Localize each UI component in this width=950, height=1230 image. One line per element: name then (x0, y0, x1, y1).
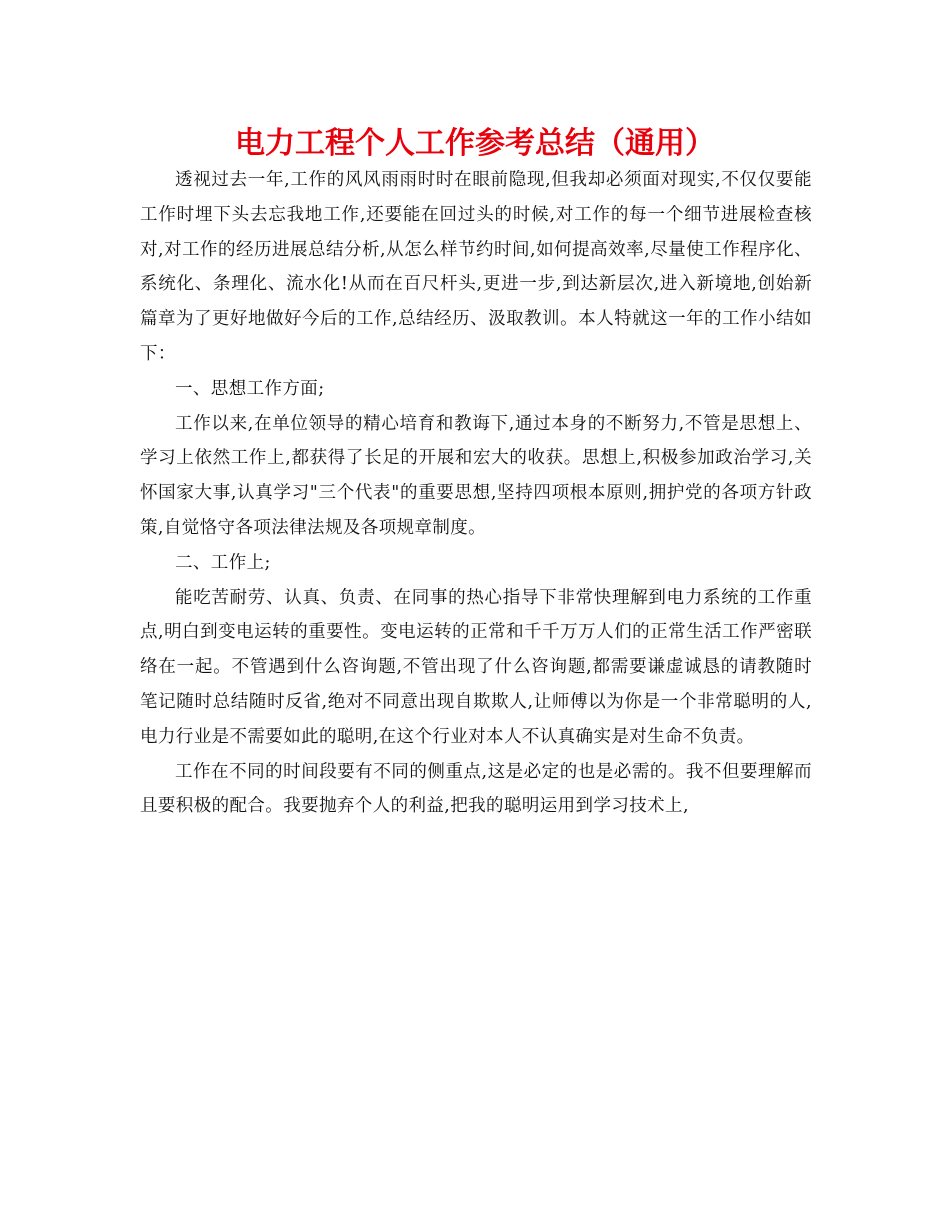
paragraph-intro: 透视过去一年,工作的风风雨雨时时在眼前隐现,但我却必须面对现实,不仅仅要能工作时埋下头去忘我地工作,还要能在回过头的时候,对工作的每一个细节进展检查核对,对工作的经历进展总结分析,从怎么样节约时间,如何提高效率,尽量使工作程序化、系统化、条理化、流水化!从而在百尺杆头,更进一步,到达新层次,进入新境地,创始新篇章为了更好地做好今后的工作,总结经历、汲取教训。本人特就这一年的工作小结如下： (140, 170, 812, 364)
document-title: 电力工程个人工作参考总结（通用） (235, 126, 715, 161)
section-heading-work: 二、工作上; (175, 552, 271, 573)
section-heading-thought: 一、思想工作方面; (175, 378, 325, 399)
paragraph-focus: 工作在不同的时间段要有不同的侧重点,这是必定的也是必需的。我不但要理解而且要积极的配合。我要抛弃个人的利益,把我的聪明运用到学习技术上, (140, 761, 812, 817)
document-body (140, 163, 812, 824)
paragraph-work: 能吃苦耐劳、认真、负责、在同事的热心指导下非常快理解到电力系统的工作重点,明白到变电运转的重要性。变电运转的正常和千千万万人们的正常生活工作严密联络在一起。不管遇到什么咨询题,不管出现了什么咨询题,都需要谦虚诚恳的请教随时笔记随时总结随时反省,绝对不同意出现自欺欺人,让师傅以为你是一个非常聪明的人,电力行业是不需要如此的聪明,在这个行业对本人不认真确实是对生命不负责。 (140, 587, 812, 747)
paragraph-thought: 工作以来,在单位领导的精心培育和教诲下,通过本身的不断努力,不管是思想上、学习上依然工作上,都获得了长足的开展和宏大的收获。思想上,积极参加政治学习,关怀国家大事,认真学习"三个代表"的重要思想,坚持四项根本原则,拥护党的各项方针政策,自觉恪守各项法律法规及各项规章制度。 (140, 413, 812, 538)
